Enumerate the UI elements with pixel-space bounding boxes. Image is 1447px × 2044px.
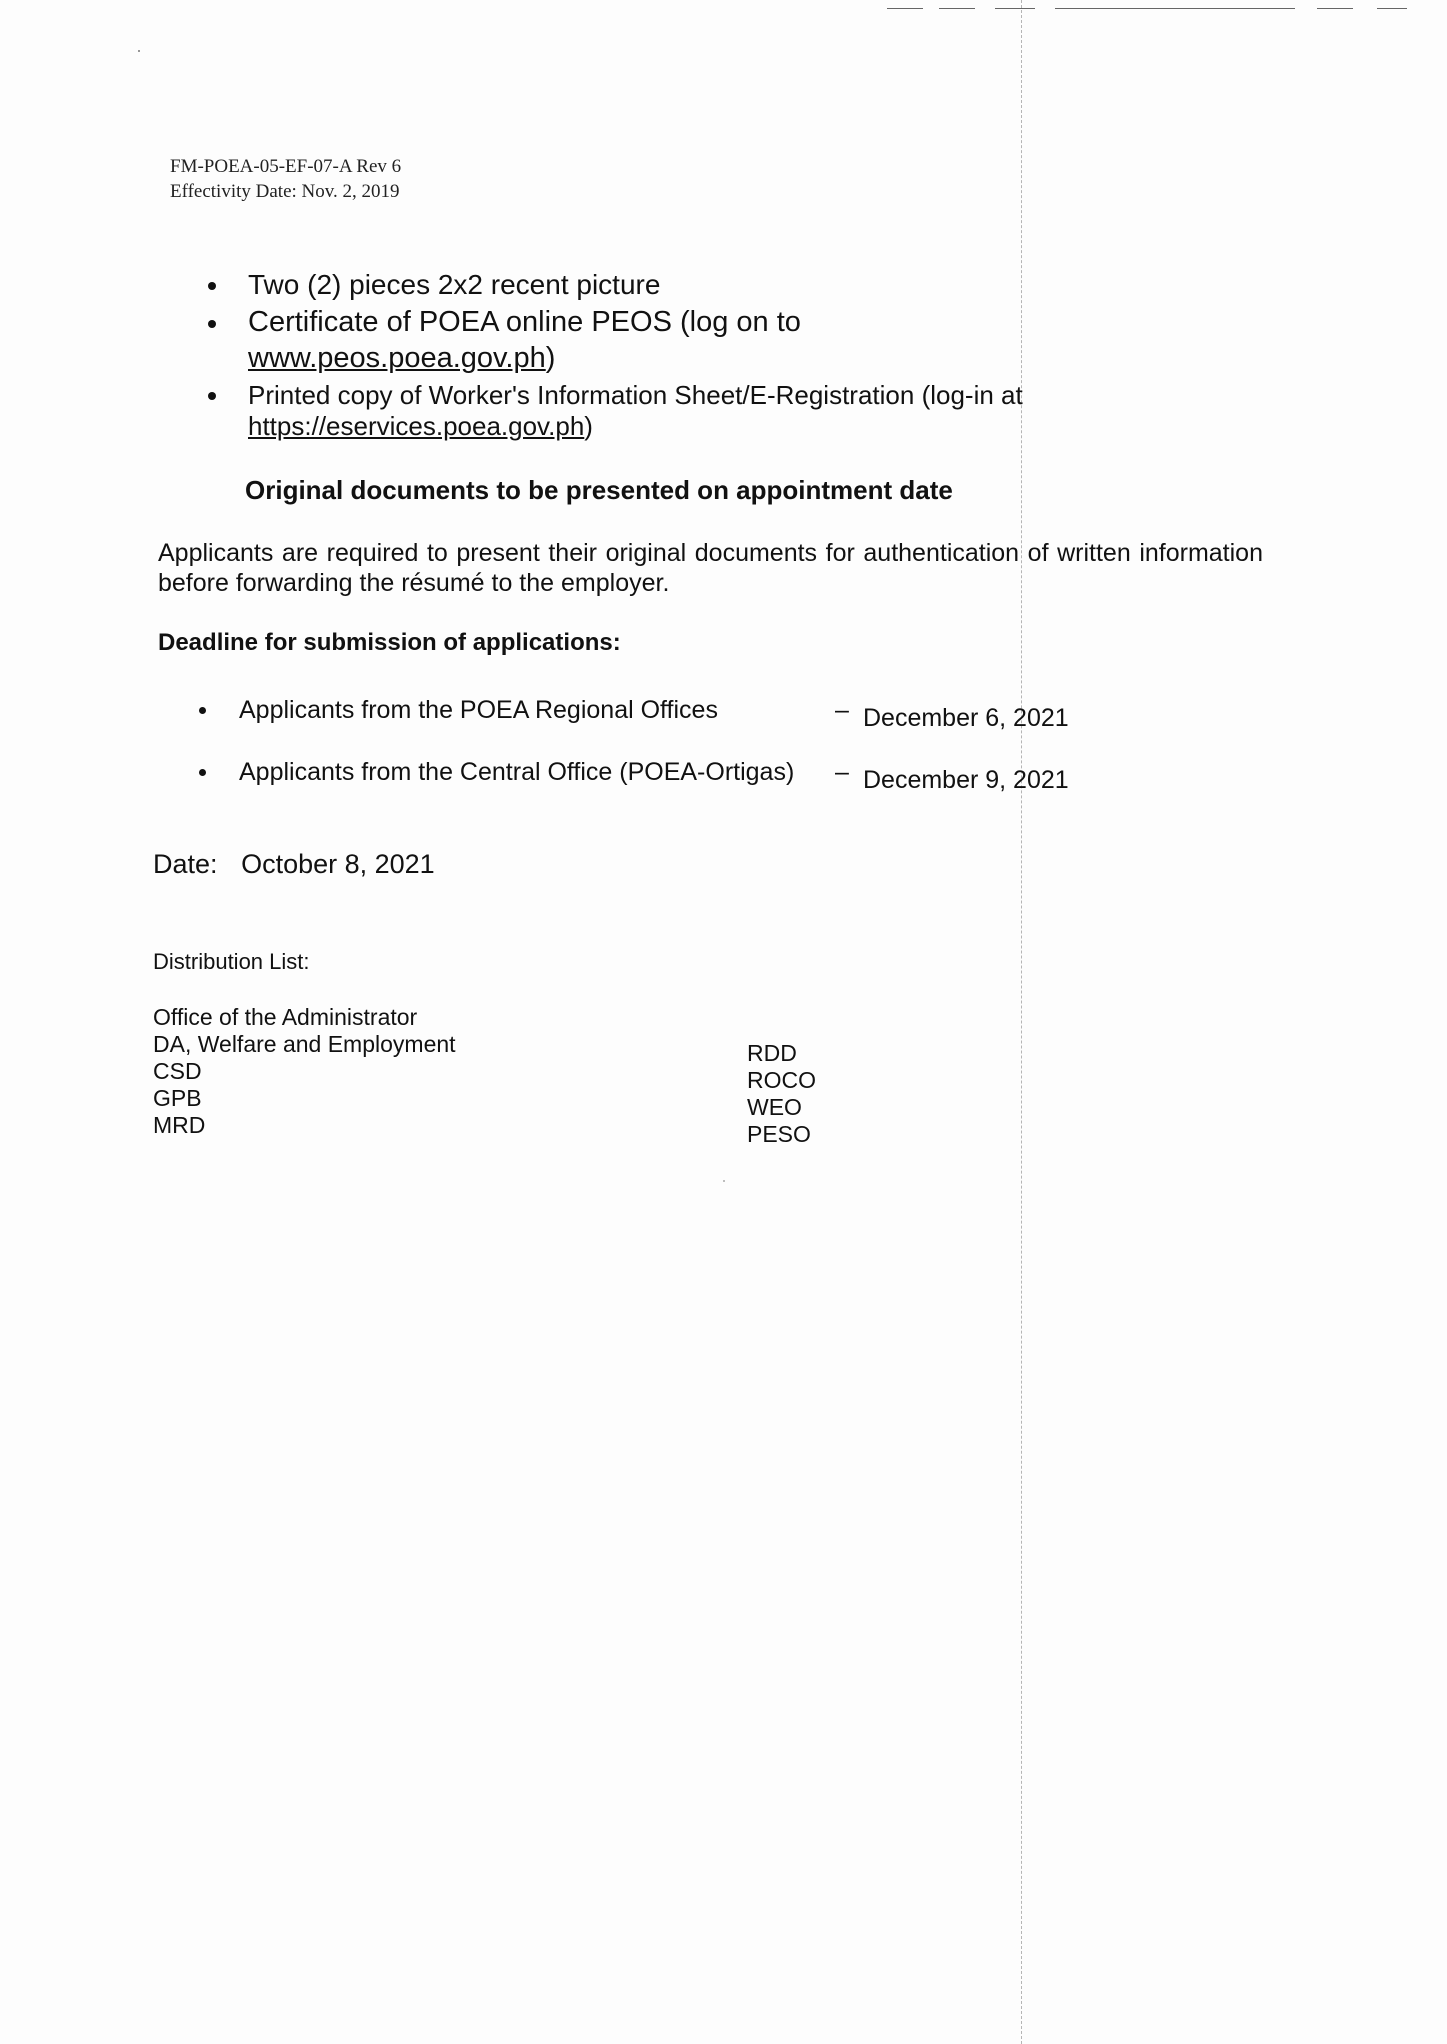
originals-heading: Original documents to be presented on appointment date: [245, 475, 953, 505]
list-item: RDD: [747, 1040, 797, 1066]
distribution-list-right: [747, 1040, 816, 1148]
list-item: ROCO: [747, 1067, 816, 1093]
bullet-icon: [199, 769, 206, 776]
deadline-list: [195, 695, 1095, 819]
bullet-icon: [208, 392, 216, 400]
deadline-date: December 9, 2021: [863, 766, 1069, 794]
deadline-office: Applicants from the POEA Regional Offices: [239, 696, 718, 724]
list-item: Office of the Administrator: [153, 1004, 418, 1030]
list-item: [200, 380, 1100, 442]
list-item: [195, 695, 1095, 757]
scan-artifact-top-lines: [887, 0, 1447, 14]
bullet-icon: [208, 320, 216, 328]
list-item: [195, 757, 1095, 819]
list-item: [200, 268, 1100, 302]
list-item: WEO: [747, 1094, 802, 1120]
bullet-icon: [208, 282, 216, 290]
scan-artifact-speck: [723, 1180, 725, 1182]
deadline-date: December 6, 2021: [863, 704, 1069, 732]
list-item: PESO: [747, 1121, 811, 1147]
requirement-text: Two (2) pieces 2x2 recent picture: [248, 269, 661, 300]
requirement-text: Printed copy of Worker's Information Sheet/E-Registration (log-in at: [248, 380, 1023, 410]
requirement-text: Certificate of POEA online PEOS (log on to: [248, 306, 801, 338]
effectivity-date: Effectivity Date: Nov. 2, 2019: [170, 181, 400, 202]
list-item: MRD: [153, 1112, 206, 1138]
requirement-text-end: ): [584, 411, 593, 441]
deadline-office: Applicants from the Central Office (POEA-Ortigas): [239, 758, 795, 786]
form-code: FM-POEA-05-EF-07-A Rev 6: [170, 156, 402, 177]
date-value: October 8, 2021: [241, 849, 435, 879]
scan-artifact-speck: [138, 50, 140, 52]
deadline-dash: –: [835, 758, 849, 786]
eservices-link[interactable]: https://eservices.poea.gov.ph: [248, 411, 585, 441]
list-item: GPB: [153, 1085, 202, 1111]
requirement-text-end: ): [545, 342, 556, 374]
date-label: Date:: [153, 849, 218, 879]
form-code-block: [170, 154, 401, 204]
requirements-list: [200, 268, 1100, 442]
list-item: CSD: [153, 1058, 202, 1084]
deadline-heading: Deadline for submission of applications:: [158, 629, 621, 656]
document-date: [153, 848, 435, 880]
distribution-list-left: [153, 1004, 456, 1139]
list-item: [200, 304, 1100, 376]
peos-link[interactable]: www.peos.poea.gov.ph: [248, 342, 546, 374]
distribution-label: Distribution List:: [153, 949, 310, 974]
list-item: DA, Welfare and Employment: [153, 1031, 456, 1057]
deadline-dash: –: [835, 696, 849, 724]
bullet-icon: [199, 707, 206, 714]
originals-paragraph: Applicants are required to present their original documents for authentication of written information before forwarding the résumé to the employer.: [158, 539, 1263, 597]
